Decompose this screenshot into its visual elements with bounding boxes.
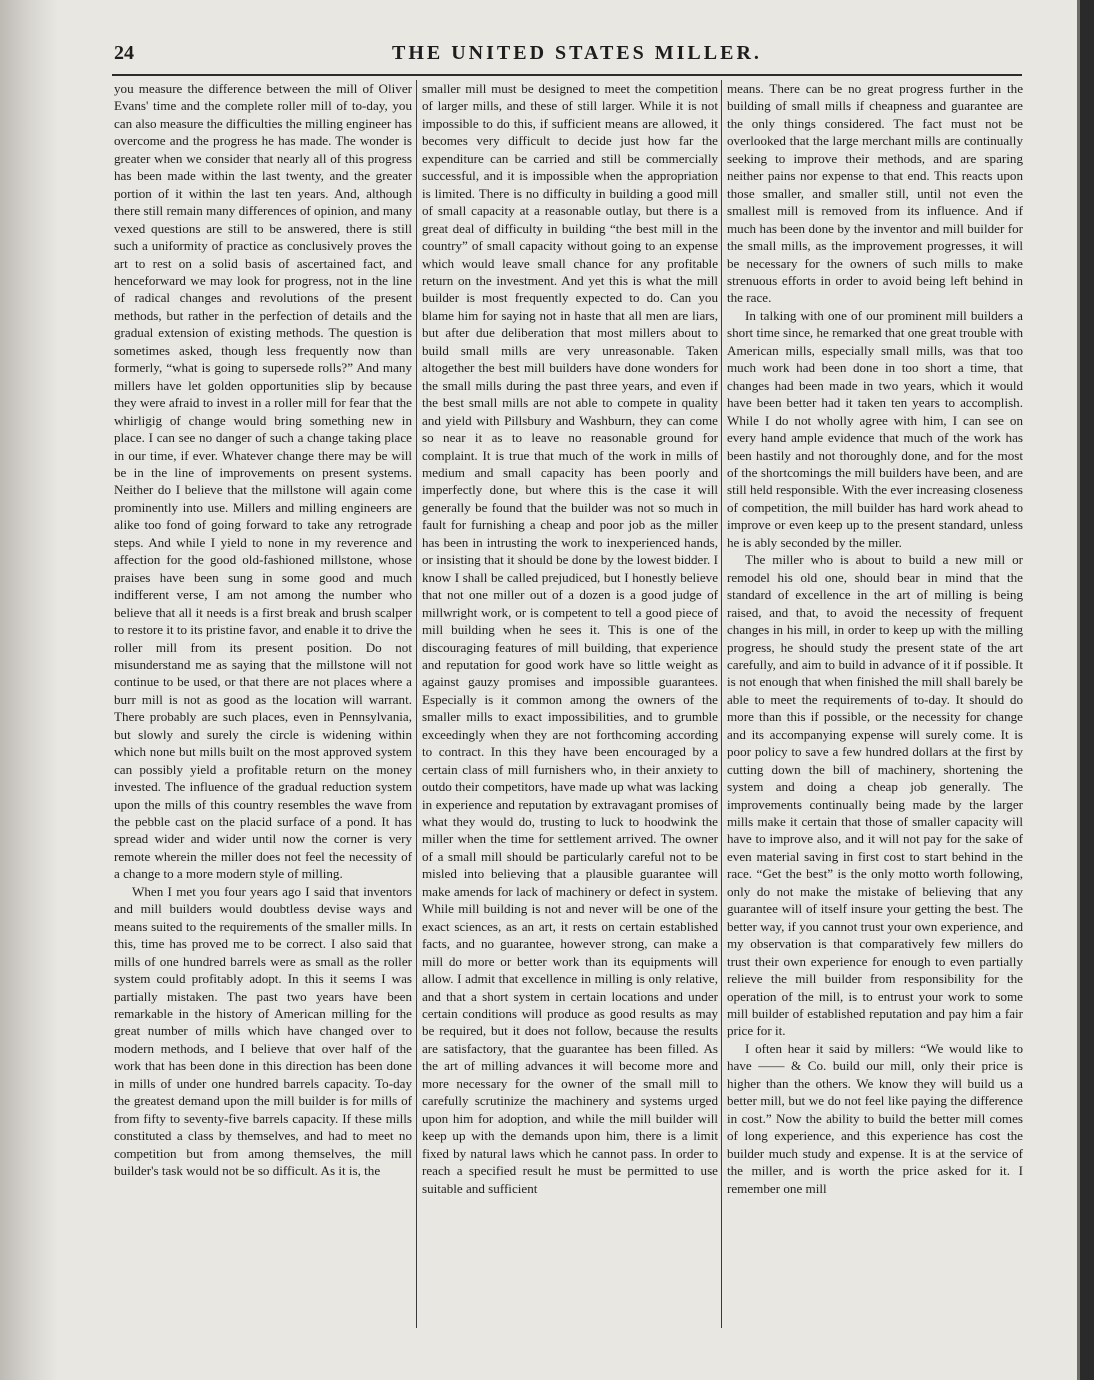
page-header	[112, 42, 1020, 68]
paragraph: I often hear it said by millers: “We would like to have —— & Co. build our mill, only their price is higher than the others. We know they will build us a better mill, but we do not feel like paying the difference in cost.” Now the ability to build the better mill comes of long experience, and this experience has cost the builder much study and expense. It is at the service of the miller, and is worth the price asked for it. I remember one mill	[727, 1040, 1023, 1196]
text-column-3	[727, 80, 1023, 1325]
paragraph: In talking with one of our prominent mill builders a short time since, he remarked that one great trouble with American mills, especially small mills, was that too much work had been done in too short a time, that changes had been made in two years, which it would have been better had it taken ten years to accomplish. While I do not wholly agree with him, I can see on every hand ample evidence that much of the work has been hastily and not thoroughly done, and for the most of the shortcomings the mill builders have been, and are still held responsible. With the ever increasing closeness of competition, the mill builder has hard work ahead to improve or even keep up to the present standard, unless he is ably seconded by the miller.	[727, 307, 1023, 550]
page-number: 24	[114, 42, 134, 64]
header-rule	[112, 74, 1022, 76]
column-rule	[721, 80, 722, 1328]
page-right-border	[1080, 0, 1094, 1380]
paragraph: means. There can be no great progress further in the building of small mills if cheapness and guarantee are the only things considered. The fact must not be overlooked that the large merchant mills are continually seeking to improve their methods, and are sparing neither pains nor expense to that end. This reacts upon those smaller, and smaller still, until not even the smallest mill is removed from its influence. And if much has been done by the inventor and mill builder for the small mills, as the improvement progresses, it will be necessary for the owners of such mills to make strenuous efforts in order to avoid being left behind in the race.	[727, 81, 1023, 306]
paragraph: you measure the difference between the mill of Oliver Evans' time and the complete roller mill of to-day, you can also measure the difficulties the milling engineer has overcome and the progress he has made. The wonder is greater when we consider that nearly all of this progress has been made within the last twenty, and the greater portion of it within the last ten years. And, although there still remain many differences of opinion, and many vexed questions are still to be answered, there is still such a uniformity of practice as conclusively proves the art to rest on a solid basis of ascertained fact, and henceforward we may look for progress, not in the line of radical changes and revolutions of the present methods, but rather in the perfection of details and the gradual extension of existing methods. The question is sometimes asked, though less frequently now than formerly, “what is going to supersede rolls?” And many millers have let golden opportunities slip by because they were afraid to invest in a roller mill for fear that the whirligig of change would bring something new in place. I can see no danger of such a change taking place in our time, if ever. Whatever change there may be will be in the line of improvements on present systems. Neither do I believe that the millstone will again come prominently into use. Millers and milling engineers are alike too fond of going forward to take any retrograde steps. And while I yield to none in my reverence and affection for the good old-fashioned millstone, whose praises have been sung in some good and much indifferent verse, I am not among the number who believe that all it needs is a first break and brush scalper to restore it to its pristine favor, and enable it to drive the roller mill from its present position. Do not misunderstand me as saying that the millstone will not continue to be used, or that there are not places where a burr mill is not as good as the location will warrant. There probably are such places, even in Pennsylvania, but slowly and surely the circle is widening within which none but mills built on the most approved system can possibly yield a profitable return on the money invested. The influence of the gradual reduction system upon the mills of this country resembles the wave from the pebble cast on the placid surface of a pond. It has spread wider and wider until now the corner is very remote wherein the miller does not feel the necessity of a change to a more modern style of milling.	[114, 81, 412, 882]
text-column-1	[114, 80, 412, 1325]
paragraph: smaller mill must be designed to meet the competition of larger mills, and these of still larger. While it is not impossible to do this, if sufficient means are allowed, it becomes very difficult to decide just how far the expenditure can be carried and still be commercially successful, and it is impossible when the appropriation is limited. There is no difficulty in building a good mill of small capacity at a reasonable outlay, but there is a great deal of difficulty in building “the best mill in the country” of small capacity without going to an expense which would leave small chance for any profitable return on the investment. And yet this is what the mill builder is most frequently expected to do. Can you blame him for saying not in haste that all men are liars, but after due deliberation that most millers about to build small mills are very unreasonable. Taken altogether the best mill builders have done wonders for the small mills during the past three years, and even if the best small mills are not able to compete in quality and yield with Pillsbury and Washburn, they can come so near it as to leave no reasonable ground for complaint. It is true that much of the work in mills of medium and small capacity has been poorly and imperfectly done, but where this is the case it will generally be found that the builder was not so much in fault for furnishing a cheap and poor job as the miller has been in intrusting the work to inexperienced hands, or insisting that it should be done by the lowest bidder. I know I shall be called prejudiced, but I honestly believe that not one miller out of a dozen is a good judge of millwright work, or is competent to tell a good piece of mill building when he sees it. This is one of the discouraging features of mill building, that experience and reputation for good work have so little weight as against gauzy promises and impossible guarantees. Especially is it common among the owners of the smaller mills to exact impossibilities, and to grumble exceedingly when they are not forthcoming according to contract. In this they have been encouraged by a certain class of mill furnishers who, in their anxiety to outdo their competitors, have made up what was lacking in experience and reputation by extravagant promises of what they would do, trusting to luck to hoodwink the miller when the time for settlement arrived. The owner of a small mill should be particularly careful not to be misled into believing that a plausible guarantee will make amends for lack of machinery or defect in system. While mill building is not and never will be one of the exact sciences, as an art, it rests on certain established facts, and no guarantee, however strong, can make a mill do more or better work than its equipments will allow. I admit that excellence in milling is only relative, and that a short system in certain locations and under certain conditions will produce as good results as may be required, but it does not follow, because the results are satisfactory, that the guarantee has been filled. As the art of milling advances it will become more and more necessary for the owner of the small mill to carefully scrutinize the machinery and systems urged upon him for adoption, and while the mill builder will keep up with the demands upon him, there is a limit fixed by natural laws which he cannot pass. In order to reach a specified result he must be permitted to use suitable and sufficient	[422, 81, 718, 1196]
page-binding-shadow	[0, 0, 58, 1380]
paragraph: When I met you four years ago I said that inventors and mill builders would doubtless devise ways and means suited to the requirements of the smaller mills. In this, time has proved me to be correct. I also said that mills of one hundred barrels were as small as the roller system could profitably adopt. In this it seems I was partially mistaken. The past two years have been remarkable in the history of American milling for the great number of mills which have changed over to modern methods, and I believe that over half of the work that has been done in this direction has been done in mills of under one hundred barrels capacity. To-day the greatest demand upon the mill builder is for mills of from fifty to seventy-five barrels capacity. If these mills constituted a class by themselves, and had to meet no competition but from among themselves, the mill builder's task would not be so difficult. As it is, the	[114, 883, 412, 1179]
paragraph: The miller who is about to build a new mill or remodel his old one, should bear in mind that the standard of excellence in the art of milling is being raised, and that, to avoid the necessity of frequent changes in his mill, in order to keep up with the milling progress, he should study the present state of the art carefully, and aim to build in advance of it if possible. It is not enough that when finished the mill shall barely be able to meet the requirements of to-day. It should do more than this if possible, or the necessity for change and its accompanying expense will surely come. It is poor policy to save a few hundred dollars at the first by cutting down the bill of machinery, shortening the system and doing a cheap job generally. The improvements continually being made by the larger mills make it certain that those of smaller capacity will have to improve also, and it will not pay for the sake of even material saving in first cost to start behind in the race. “Get the best” is the only motto worth following, only do not make the mistake of believing that any guarantee will of itself insure your getting the best. The better way, if you cannot trust your own experience, and my observation is that comparatively few millers do trust their own experience for enough to even partially relieve the mill builder from responsibility for the operation of the mill, is to entrust your work to some mill builder of established reputation and pay him a fair price for it.	[727, 552, 1023, 1039]
running-title: THE UNITED STATES MILLER.	[392, 42, 762, 64]
text-column-2	[422, 80, 718, 1325]
column-rule	[416, 80, 417, 1328]
